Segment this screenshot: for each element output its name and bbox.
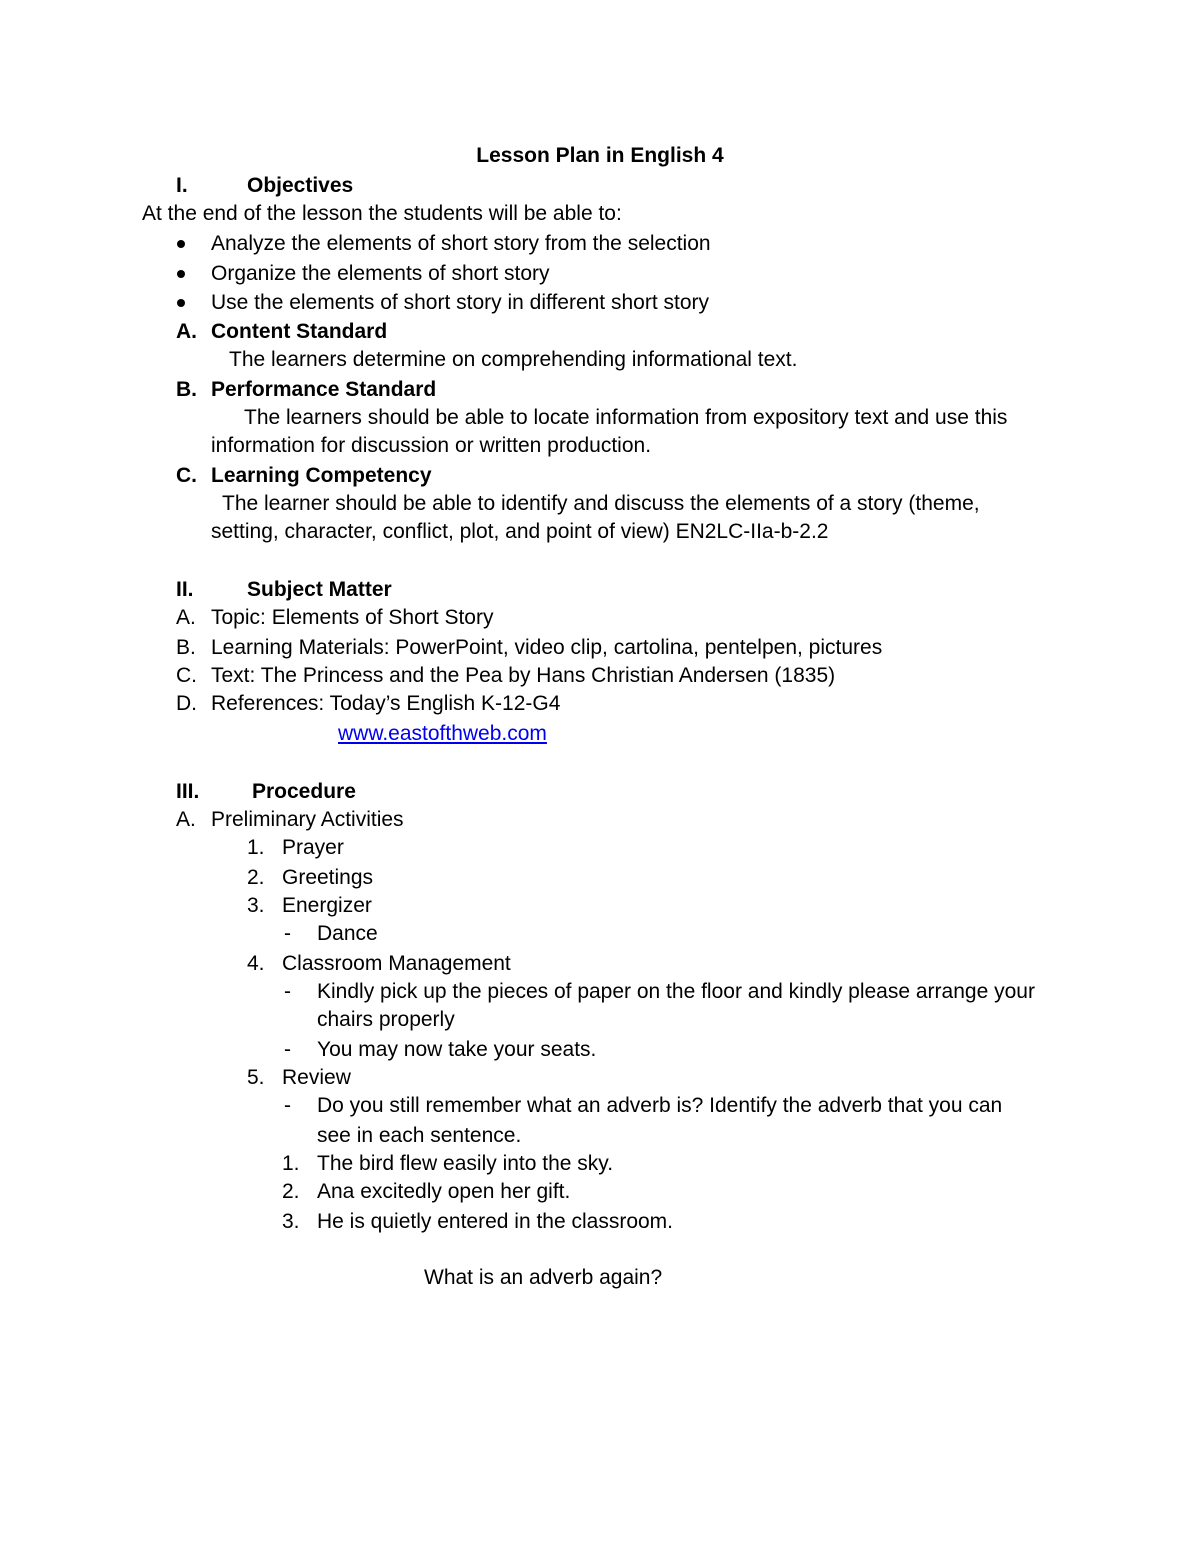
step-energizer: Energizer [282,894,372,917]
objectives-intro: At the end of the lesson the students will be able to: [142,202,622,225]
subject-item-letter: A. [176,606,196,629]
step-classroom-management: Classroom Management [282,952,511,975]
step-prayer: Prayer [282,836,344,859]
content-standard-letter: A. [176,320,197,343]
classroom-sub-1-cont: chairs properly [317,1008,455,1031]
energizer-sub: Dance [317,922,378,945]
dash-marker: - [284,980,291,1003]
content-standard-text: The learners determine on comprehending informational text. [229,348,798,371]
review-sentence: Ana excitedly open her gift. [317,1180,571,1203]
objective-item: Analyze the elements of short story from the selection [211,232,711,255]
step-number: 5. [247,1066,265,1089]
subject-item-topic: Topic: Elements of Short Story [211,606,494,629]
subject-item-letter: B. [176,636,196,659]
review-sub-cont: see in each sentence. [317,1124,522,1147]
objective-item: Organize the elements of short story [211,262,550,285]
bullet-icon [177,240,185,248]
classroom-sub-2: You may now take your seats. [317,1038,597,1061]
section-number: II. [176,578,194,601]
section-heading-objectives: Objectives [247,174,354,197]
dash-marker: - [284,922,291,945]
sentence-number: 1. [282,1152,300,1175]
classroom-sub-1: Kindly pick up the pieces of paper on the floor and kindly please arrange your [317,980,1035,1003]
section-number: I. [176,174,188,197]
subject-item-text: Text: The Princess and the Pea by Hans Christian Andersen (1835) [211,664,836,687]
subject-item-letter: D. [176,692,197,715]
section-number: III. [176,780,200,803]
bullet-icon [177,270,185,278]
learning-competency-letter: C. [176,464,197,487]
step-number: 3. [247,894,265,917]
review-sentence: The bird flew easily into the sky. [317,1152,614,1175]
subject-item-references: References: Today’s English K-12-G4 [211,692,561,715]
step-number: 2. [247,866,265,889]
bullet-icon [177,299,185,307]
sentence-number: 2. [282,1180,300,1203]
procedure-section-title: Preliminary Activities [211,808,404,831]
review-question: What is an adverb again? [424,1266,663,1289]
sentence-number: 3. [282,1210,300,1233]
procedure-section-letter: A. [176,808,196,831]
performance-standard-heading: Performance Standard [211,378,437,401]
review-sub: Do you still remember what an adverb is? Identify the adverb that you can [317,1094,1003,1117]
reference-link[interactable]: www.eastofthweb.com [338,722,547,745]
section-heading-subject-matter: Subject Matter [247,578,392,601]
reference-link-wrap [338,720,547,748]
page-title: Lesson Plan in English 4 [476,144,724,167]
subject-item-materials: Learning Materials: PowerPoint, video clip, cartolina, pentelpen, pictures [211,636,883,659]
objective-item: Use the elements of short story in different short story [211,291,710,314]
performance-standard-letter: B. [176,378,197,401]
performance-standard-text-cont: information for discussion or written production. [211,434,652,457]
step-greetings: Greetings [282,866,374,889]
learning-competency-text: The learner should be able to identify and discuss the elements of a story (theme, [222,492,980,515]
step-review: Review [282,1066,351,1089]
subject-item-letter: C. [176,664,197,687]
dash-marker: - [284,1038,291,1061]
review-sentence: He is quietly entered in the classroom. [317,1210,674,1233]
dash-marker: - [284,1094,291,1117]
content-standard-heading: Content Standard [211,320,388,343]
learning-competency-text-cont: setting, character, conflict, plot, and point of view) EN2LC-IIa-b-2.2 [211,520,829,543]
step-number: 1. [247,836,265,859]
learning-competency-heading: Learning Competency [211,464,432,487]
step-number: 4. [247,952,265,975]
section-heading-procedure: Procedure [252,780,356,803]
performance-standard-text: The learners should be able to locate information from expository text and use this [244,406,1008,429]
